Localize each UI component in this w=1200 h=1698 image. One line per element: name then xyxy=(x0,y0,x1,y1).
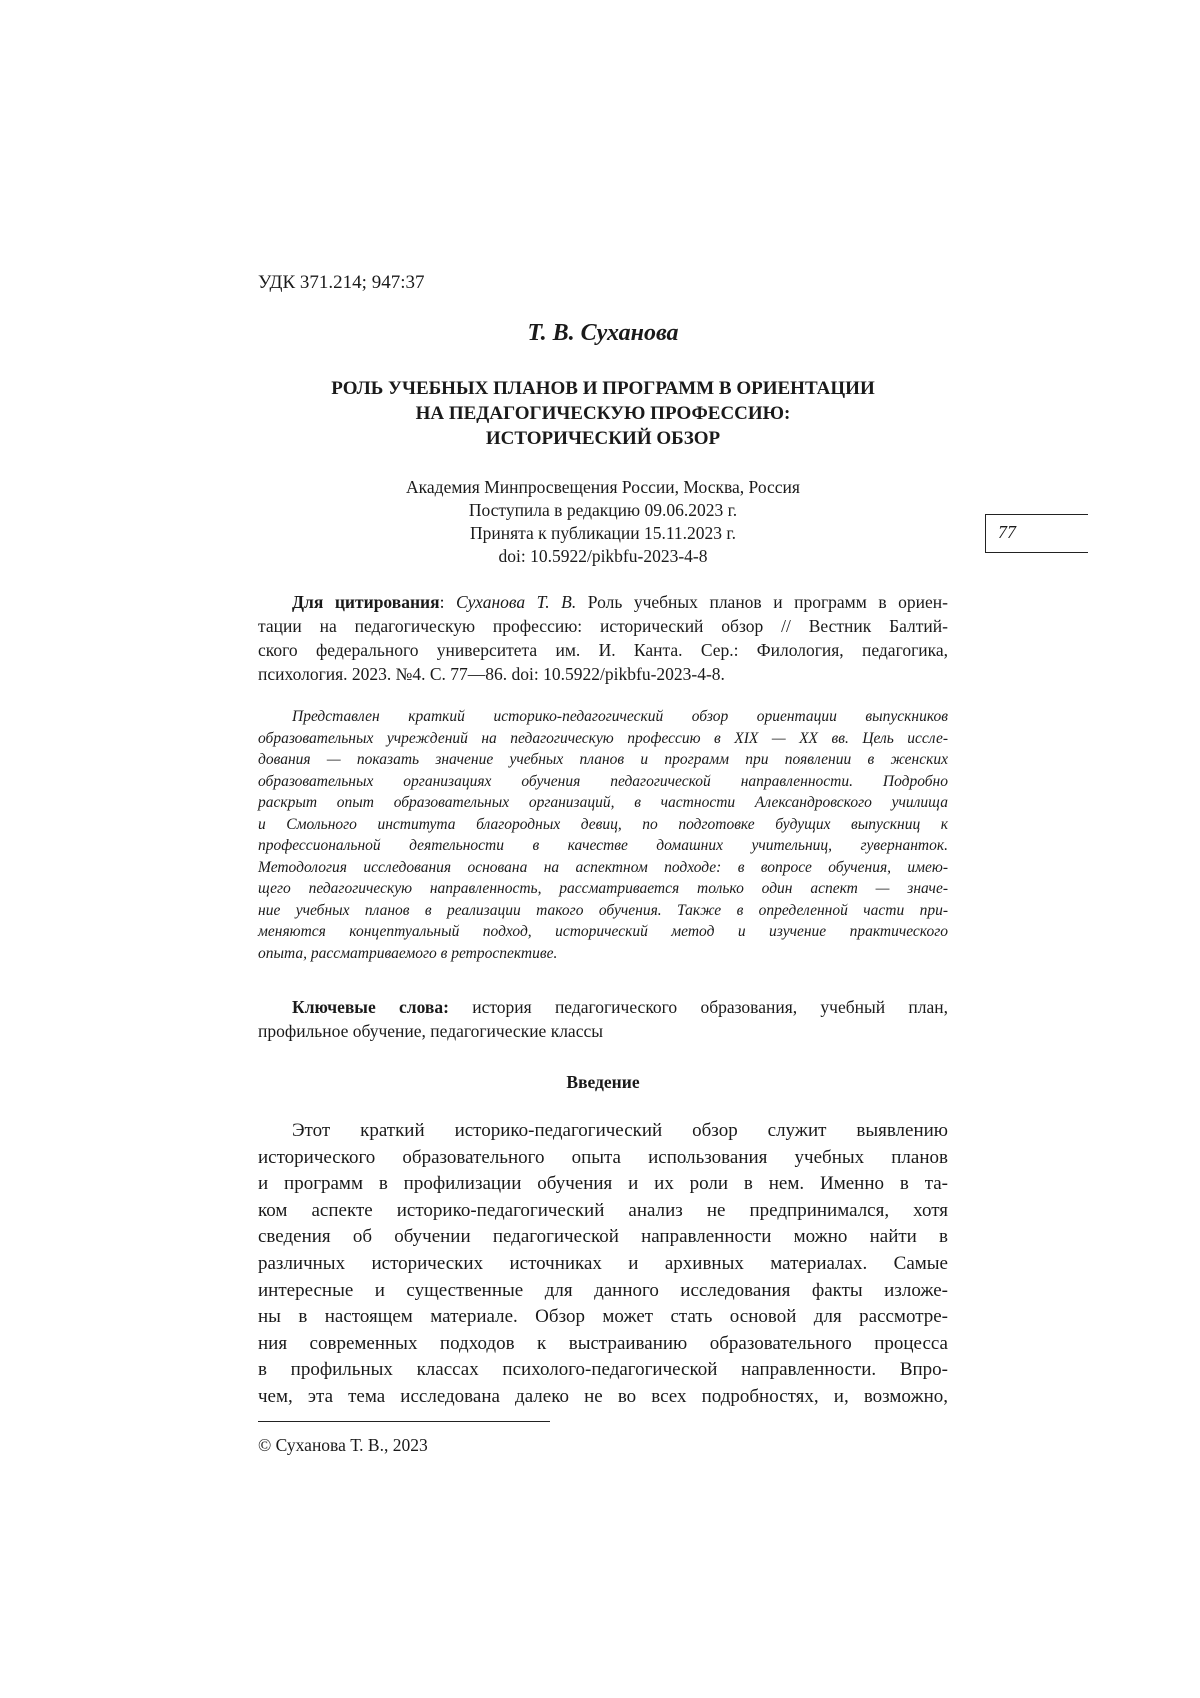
abstract-line: образовательных организациях обучения педагогической направленности. Подробно xyxy=(258,772,948,790)
body-line: чем, эта тема исследована далеко не во всех подробностях, и, возможно, xyxy=(258,1385,948,1407)
body-line: Этот краткий историко-педагогический обзор служит выявлению xyxy=(292,1120,948,1141)
page-number: 77 xyxy=(998,522,1016,542)
title-line: ИСТОРИЧЕСКИЙ ОБЗОР xyxy=(485,428,721,449)
accepted-date: Принята к публикации 15.11.2023 г. xyxy=(469,523,737,543)
abstract xyxy=(258,706,948,964)
body-text xyxy=(258,1118,948,1411)
citation-line: психология. 2023. №4. С. 77—86. doi: 10.5922/pikbfu-2023-4-8. xyxy=(258,664,725,684)
abstract-line: ние учебных планов в реализации такого обучения. Также в определенной части при- xyxy=(258,901,948,919)
abstract-line: дования — показать значение учебных планов и программ при появлении в женских xyxy=(258,751,948,768)
abstract-line: Представлен краткий историко-педагогический обзор ориентации выпускников xyxy=(292,708,948,725)
keywords-line: Ключевые слова: история педагогического образования, учебный план, xyxy=(292,997,948,1017)
abstract-line: опыта, рассматриваемого в ретроспективе. xyxy=(258,944,558,962)
received-date: Поступила в редакцию 09.06.2023 г. xyxy=(468,500,738,520)
title-line: РОЛЬ УЧЕБНЫХ ПЛАНОВ И ПРОГРАММ В ОРИЕНТАЦИИ xyxy=(331,378,875,399)
body-line: исторического образовательного опыта использования учебных планов xyxy=(258,1146,948,1168)
abstract-line: раскрыт опыт образовательных организаций, в частности Александровского училища xyxy=(258,794,948,811)
citation-line: Для цитирования: Суханова Т. В. Роль учебных планов и программ в ориен- xyxy=(292,592,948,612)
citation-author: Суханова Т. В. xyxy=(455,592,577,612)
citation-label: Для цитирования xyxy=(292,592,440,612)
abstract-line: и Смольного института благородных девиц, по подготовке будущих выпускниц к xyxy=(258,815,948,833)
abstract-line: профессиональной деятельности в качестве домашних учительниц, гувернанток. xyxy=(258,837,948,854)
doi: doi: 10.5922/pikbfu-2023-4-8 xyxy=(498,546,708,566)
abstract-line: щего педагогическую направленность, рассматривается только один аспект — значе- xyxy=(258,880,948,897)
author-name: Т. В. Суханова xyxy=(527,320,679,346)
affiliation: Академия Минпросвещения России, Москва, Россия xyxy=(406,477,800,497)
body-line: и программ в профилизации обучения и их роли в нем. Именно в та- xyxy=(258,1173,948,1195)
section-title: Введение xyxy=(566,1072,640,1092)
keywords-line: профильное обучение, педагогические классы xyxy=(258,1021,603,1041)
abstract-line: Методология исследования основана на аспектном подходе: в вопросе обучения, имею- xyxy=(258,858,948,876)
page-number-box xyxy=(985,514,1088,553)
abstract-line: образовательных учреждений на педагогическую профессию в XIX — XX вв. Цель иссле- xyxy=(258,729,948,747)
body-line: интересные и существенные для данного исследования факты изложе- xyxy=(258,1279,948,1301)
keywords-block xyxy=(258,995,948,1043)
udc-code: УДК 371.214; 947:37 xyxy=(258,272,425,293)
body-line: ны в настоящем материале. Обзор может стать основой для рассмотре- xyxy=(258,1306,948,1328)
body-line: сведения об обучении педагогической направленности можно найти в xyxy=(258,1226,948,1248)
abstract-line: меняются концептуальный подход, исторический метод и изучение практического xyxy=(258,923,948,940)
article-title xyxy=(258,376,948,451)
citation-line: тации на педагогическую профессию: исторический обзор // Вестник Балтий- xyxy=(258,616,948,636)
footnote-divider xyxy=(258,1421,550,1422)
title-line: НА ПЕДАГОГИЧЕСКУЮ ПРОФЕССИЮ: xyxy=(415,403,791,424)
copyright-notice: © Суханова Т. В., 2023 xyxy=(258,1435,428,1455)
citation-line: ского федерального университета им. И. Канта. Сер.: Филология, педагогика, xyxy=(258,640,948,660)
article-meta xyxy=(258,476,948,568)
keywords-label: Ключевые слова: xyxy=(292,997,449,1017)
body-line: ния современных подходов к выстраиванию образовательного процесса xyxy=(258,1332,948,1354)
body-line: различных исторических источниках и архивных материалах. Самые xyxy=(258,1252,948,1274)
body-line: в профильных классах психолого-педагогической направленности. Впро- xyxy=(258,1359,948,1381)
body-line: ком аспекте историко-педагогический анализ не предпринимался, хотя xyxy=(258,1199,948,1221)
citation-block xyxy=(258,590,948,686)
